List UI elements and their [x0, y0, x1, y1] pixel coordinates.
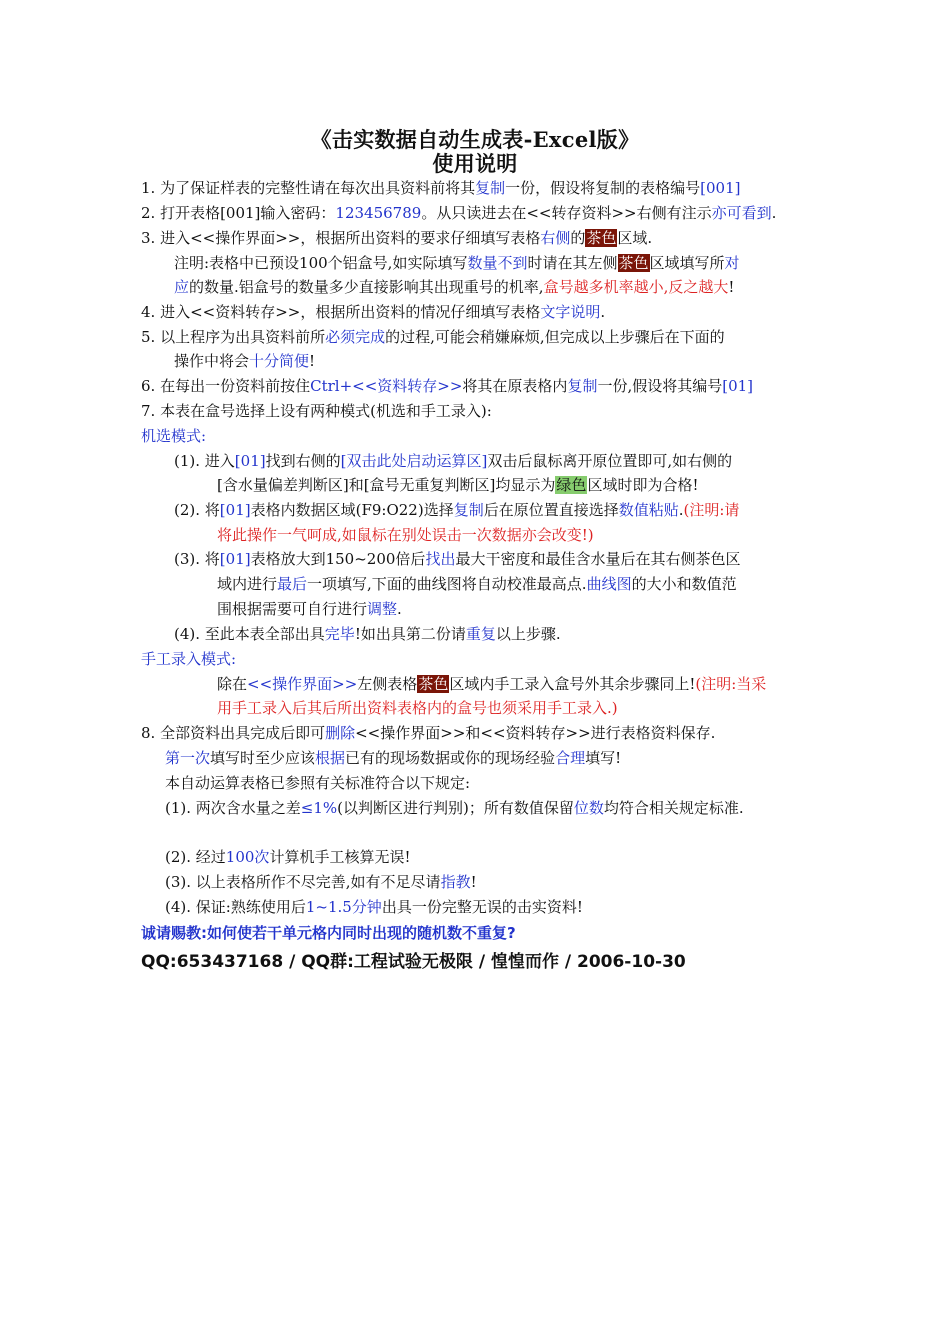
- text-segment: 的: [570, 229, 586, 247]
- question-line: 诚请赐教:如何使若干单元格内同时出现的随机数不重复?: [141, 924, 516, 942]
- text-segment: 域内进行: [217, 575, 278, 593]
- text-segment: 茶色: [618, 254, 649, 272]
- instruction-line: [141, 326, 725, 350]
- text-segment: 一项填写,下面的曲线图将自动校准最高点.: [307, 575, 587, 593]
- text-segment: (注明:当采: [695, 675, 767, 693]
- text-segment: 合理: [555, 749, 586, 767]
- text-segment: (4). 至此本表全部出具: [174, 625, 325, 643]
- text-segment: !: [470, 873, 477, 891]
- text-segment: (1). 两次含水量之差: [165, 799, 301, 817]
- text-segment: 填写!: [585, 749, 622, 767]
- text-segment: 后在原位置直接选择: [483, 501, 619, 519]
- text-segment: 最大干密度和最佳含水量后在其右侧茶色区: [455, 550, 741, 568]
- text-segment: [01]: [219, 501, 251, 519]
- text-segment: [含水量偏差判断区]和[盒号无重复判断区]均显示为: [217, 476, 556, 494]
- document-title: 《击实数据自动生成表-Excel版》: [310, 127, 640, 152]
- text-segment: 表格内数据区域(F9:O22)选择: [250, 501, 454, 519]
- text-segment: (1). 进入: [174, 452, 235, 470]
- text-segment: 填写时至少应该: [210, 749, 316, 767]
- text-segment: 对: [724, 254, 740, 272]
- text-segment: 出具一份完整无误的击实资料!: [381, 898, 583, 916]
- text-segment: 双击后鼠标离开原位置即可,如右侧的: [487, 452, 733, 470]
- instruction-line: [165, 747, 621, 771]
- text-segment: 必须完成: [325, 328, 386, 346]
- text-segment: 数值粘贴: [618, 501, 679, 519]
- text-segment: 将此操作一气呵成,如鼠标在别处误击一次数据亦会改变!): [217, 526, 594, 544]
- instruction-line: [165, 896, 583, 920]
- text-segment: 一份，假设将复制的表格编号: [505, 179, 701, 197]
- text-segment: [双击此处启动运算区]: [340, 452, 488, 470]
- text-segment: 4. 进入<<资料转存>>，根据所出资料的情况仔细填写表格: [141, 303, 541, 321]
- text-segment: (以判断区进行判别)；所有数值保留: [337, 799, 574, 817]
- instruction-line: [217, 598, 402, 622]
- text-segment: .: [600, 303, 606, 321]
- text-segment: 区域内手工录入盒号外其余步骤同上!: [449, 675, 696, 693]
- document-subtitle: 使用说明: [432, 151, 518, 176]
- text-segment: 机选模式:: [141, 427, 207, 445]
- text-segment: 1~1.5分钟: [305, 898, 382, 916]
- instruction-line: [174, 350, 315, 374]
- text-segment: (3). 将: [174, 550, 220, 568]
- text-segment: [01]: [234, 452, 266, 470]
- text-segment: 完毕: [324, 625, 355, 643]
- text-segment: (2). 经过: [165, 848, 226, 866]
- instruction-line: [141, 400, 492, 424]
- instruction-line: [141, 375, 753, 399]
- text-segment: 曲线图: [586, 575, 632, 593]
- text-segment: 十分简便: [249, 352, 310, 370]
- text-segment: 删除: [325, 724, 356, 742]
- instruction-line: [141, 648, 236, 672]
- text-segment: 应: [174, 278, 190, 296]
- instruction-line: [217, 573, 737, 597]
- text-segment: 复制: [567, 377, 598, 395]
- text-segment: 2. 打开表格[001]输入密码：: [141, 204, 336, 222]
- instruction-line: [141, 425, 206, 449]
- text-segment: !如出具第二份请: [354, 625, 466, 643]
- text-segment: (3). 以上表格所作不尽完善,如有不足尽请: [165, 873, 441, 891]
- text-segment: 时请在其左侧: [527, 254, 618, 272]
- text-segment: <<操作界面>>和<<资料转存>>进行表格资料保存.: [355, 724, 716, 742]
- instruction-line: [165, 871, 477, 895]
- text-segment: 将其在原表格内: [462, 377, 568, 395]
- instruction-line: [174, 499, 739, 523]
- text-segment: .: [771, 204, 777, 222]
- instruction-line: [174, 276, 734, 300]
- instruction-line: [174, 623, 561, 647]
- text-segment: 3. 进入<<操作界面>>，根据所出资料的要求仔细填写表格: [141, 229, 541, 247]
- text-segment: 根据: [315, 749, 346, 767]
- instruction-line: [141, 722, 715, 746]
- instruction-line: [217, 673, 766, 697]
- text-segment: Ctrl+<<资料转存>>: [310, 377, 463, 395]
- text-segment: 复制: [453, 501, 484, 519]
- instruction-line: [165, 846, 410, 870]
- text-segment: 第一次: [165, 749, 211, 767]
- instruction-line: [217, 697, 618, 721]
- text-segment: !: [309, 352, 316, 370]
- text-segment: <<操作界面>>: [247, 675, 358, 693]
- text-segment: 手工录入模式:: [141, 650, 237, 668]
- text-segment: 亦可看到: [711, 204, 772, 222]
- text-segment: 复制: [475, 179, 506, 197]
- text-segment: .: [678, 501, 684, 519]
- text-segment: 以上步骤.: [495, 625, 561, 643]
- text-segment: 左侧表格: [357, 675, 418, 693]
- text-segment: 指教: [440, 873, 471, 891]
- text-segment: 的过程,可能会稍嫌麻烦,但完成以上步骤后在下面的: [385, 328, 725, 346]
- text-segment: 区域填写所: [649, 254, 725, 272]
- text-segment: 的数量.铝盒号的数量多少直接影响其出现重号的机率,: [189, 278, 544, 296]
- text-segment: 表格放大到150~200倍后: [250, 550, 426, 568]
- text-segment: 找到右侧的: [265, 452, 341, 470]
- text-segment: 除在: [217, 675, 248, 693]
- text-segment: 茶色: [418, 675, 449, 693]
- instruction-line: [141, 227, 652, 251]
- text-segment: 盒号越多机率越小,反之越大: [543, 278, 729, 296]
- text-segment: ≤1%: [300, 799, 338, 817]
- text-segment: 找出: [425, 550, 456, 568]
- text-segment: 8. 全部资料出具完成后即可: [141, 724, 326, 742]
- instruction-line: [217, 524, 594, 548]
- text-segment: 一份,假设将其编号: [597, 377, 723, 395]
- text-segment: 1. 为了保证样表的完整性请在每次出具资料前将其: [141, 179, 476, 197]
- text-segment: 100次: [225, 848, 270, 866]
- instruction-line: [174, 450, 732, 474]
- text-segment: 本自动运算表格已参照有关标准符合以下规定:: [165, 774, 471, 792]
- text-segment: 计算机手工核算无误!: [269, 848, 411, 866]
- text-segment: 最后: [277, 575, 308, 593]
- instruction-line: [141, 301, 605, 325]
- text-segment: 的大小和数值范: [631, 575, 737, 593]
- text-segment: 围根据需要可自行进行: [217, 600, 368, 618]
- text-segment: 文字说明: [540, 303, 601, 321]
- text-segment: 均符合相关规定标准.: [603, 799, 744, 817]
- text-segment: [001]: [700, 179, 741, 197]
- text-segment: (2). 将: [174, 501, 220, 519]
- text-segment: 绿色: [556, 476, 587, 494]
- instruction-line: [174, 252, 740, 276]
- text-segment: 操作中将会: [174, 352, 250, 370]
- text-segment: 5. 以上程序为出具资料前所: [141, 328, 326, 346]
- text-segment: 右侧: [540, 229, 571, 247]
- text-segment: 调整: [367, 600, 398, 618]
- instruction-line: [217, 474, 698, 498]
- text-segment: [01]: [219, 550, 251, 568]
- text-segment: 注明:表格中已预设100个铝盒号,如实际填写: [174, 254, 468, 272]
- instruction-line: [174, 548, 740, 572]
- text-segment: 。从只读进去在<<转存资料>>右侧有注示: [421, 204, 712, 222]
- instruction-line: [165, 772, 470, 796]
- text-segment: 位数: [573, 799, 604, 817]
- text-segment: 数量不到: [467, 254, 528, 272]
- text-segment: (注明:请: [683, 501, 740, 519]
- text-segment: .: [397, 600, 402, 618]
- text-segment: 123456789: [335, 204, 422, 222]
- text-segment: 茶色: [586, 229, 617, 247]
- contact-line: QQ:653437168 / QQ群:工程试验无极限 / 惶惶而作 / 2006-10-30: [141, 952, 686, 972]
- text-segment: 区域时即为合格!: [587, 476, 699, 494]
- text-segment: (4). 保证:熟练使用后: [165, 898, 306, 916]
- text-segment: [01]: [722, 377, 754, 395]
- text-segment: 6. 在每出一份资料前按住: [141, 377, 311, 395]
- text-segment: 区域.: [617, 229, 653, 247]
- text-segment: 7. 本表在盒号选择上设有两种模式(机选和手工录入):: [141, 402, 492, 420]
- instruction-line: [165, 797, 744, 821]
- instruction-line: [141, 177, 740, 201]
- instruction-line: [141, 202, 776, 226]
- text-segment: 已有的现场数据或你的现场经验: [345, 749, 556, 767]
- text-segment: 重复: [465, 625, 496, 643]
- text-segment: !: [728, 278, 735, 296]
- text-segment: 用手工录入后其后所出资料表格内的盒号也须采用手工录入.): [217, 699, 618, 717]
